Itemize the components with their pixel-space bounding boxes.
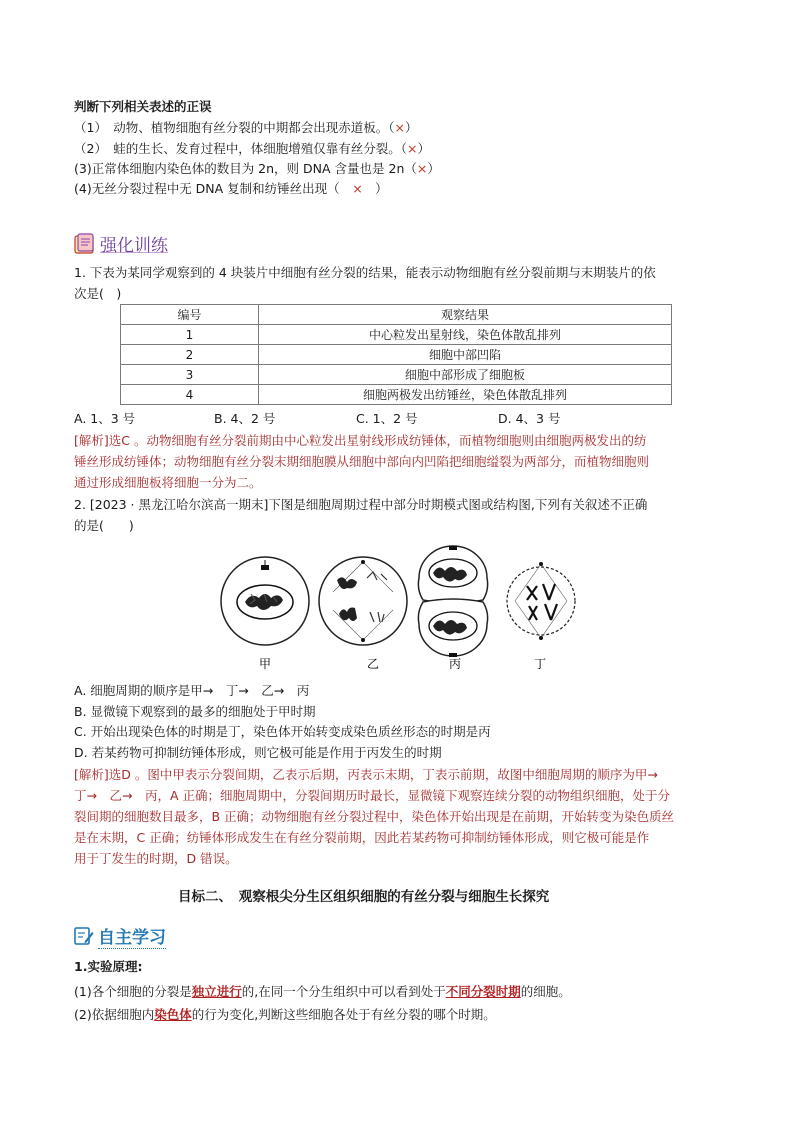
analysis-line: 裂间期的细胞数目最多，B 正确；动物细胞有丝分裂过程中，染色体开始出现是在前期，开始转变为染色质丝 [74,809,675,824]
analysis-line: 锤丝形成纺锤体；动物细胞有丝分裂末期细胞膜从细胞中部向内凹陷把细胞缢裂为两部分，而植物细胞则 [74,454,650,469]
principle-heading: 1.实验原理: [74,959,143,974]
goal2-heading: 目标二、 观察根尖分生区组织细胞的有丝分裂与细胞生长探究 [178,889,550,905]
q1-option-a: A. 1、3 号 [74,411,136,426]
judge-item-4: (4)无丝分裂过程中无 DNA 复制和纺锤丝出现（ × ） [74,181,388,196]
analysis-line: 是在末期，C 正确；纺锤体形成发生在有丝分裂前期，因此若某药物可抑制纺锤体形成，则它极可能是作 [74,830,650,845]
self-study-title: 自主学习 [98,923,166,949]
judge-item-text: (4)无丝分裂过程中无 DNA 复制和纺锤丝出现（ [74,181,353,196]
q1-option-d: D. 4、3 号 [498,411,561,426]
cell-jia [221,557,309,645]
analysis-line: 丁→ 乙→ 丙，A 正确；细胞周期中，分裂间期历时最长，显微镜下观察连续分裂的动物组织细胞，处于分 [74,788,670,803]
judge-item-text: （1） 动物、植物细胞有丝分裂的中期都会出现赤道板。（ [74,120,395,135]
table-cell: 细胞中部形成了细胞板 [259,365,672,385]
q1-option-c: C. 1、2 号 [356,411,418,426]
table-cell: 2 [121,345,259,365]
answer-blank: 独立进行 [191,984,242,999]
table-header-cell: 观察结果 [259,305,672,325]
cross-mark: × [406,141,418,156]
judge-item-1: （1） 动物、植物细胞有丝分裂的中期都会出现赤道板。（×） [74,120,418,135]
q1-option-b: B. 4、2 号 [214,411,276,426]
table-cell: 3 [121,365,259,385]
table-header-row [121,305,672,325]
q2-stem-line1: 2. [2023 · 黑龙江哈尔滨高一期末]下图是细胞周期过程中部分时期模式图或结构图,下列有关叙述不正确 [74,497,648,512]
cross-mark: × [416,161,428,176]
table-row [121,325,672,345]
cell-yi [319,557,407,645]
book-icon [74,233,96,255]
cross-mark: × [394,120,405,135]
judge-item-text: （2） 蛙的生长、发育过程中，体细胞增殖仅靠有丝分裂。（ [74,141,407,156]
cell-cycle-figure [215,540,585,675]
table-cell: 1 [121,325,259,345]
table-cell: 细胞两极发出纺锤丝，染色体散乱排列 [259,385,672,405]
cross-mark: × [352,181,363,196]
analysis-line: 用于丁发生的时期，D 错误。 [74,851,238,866]
pencil-note-icon [74,926,94,946]
answer-blank: 不同分裂时期 [445,984,521,999]
q2-option-c: C. 开始出现染色体的时期是丁，染色体开始转变成染色质丝形态的时期是丙 [74,724,491,739]
table-row [121,365,672,385]
answer-blank: 染色体 [154,1007,192,1022]
judge-item-text: (3)正常体细胞内染色体的数目为 2n，则 DNA 含量也是 2n（ [74,161,417,176]
analysis-line: [解析]选C 。动物细胞有丝分裂前期由中心粒发出星射线形成纺锤体，而植物细胞则由细胞两极发出的纺 [74,433,647,448]
q1-stem-line2: 次是( ) [74,286,122,301]
judge-item-3: (3)正常体细胞内染色体的数目为 2n，则 DNA 含量也是 2n（×） [74,161,440,176]
analysis-line: 通过形成细胞板将细胞一分为二。 [74,475,262,490]
q2-option-b: B. 显微镜下观察到的最多的细胞处于甲时期 [74,704,316,719]
q2-analysis [74,764,724,869]
figure-label-jia: 甲 [258,657,272,671]
principle-item-2: (2)依据细胞内染色体的行为变化,判断这些细胞各处于有丝分裂的哪个时期。 [74,1007,496,1022]
observation-table [120,304,672,405]
self-study-badge [74,923,166,949]
q2-option-a: A. 细胞周期的顺序是甲→ 丁→ 乙→ 丙 [74,683,310,698]
training-badge [74,231,168,256]
q1-stem-line1: 1. 下表为某同学观察到的 4 块装片中细胞有丝分裂的结果，能表示动物细胞有丝分裂前期与末期装片的依 [74,265,656,280]
cell-bing [418,546,487,657]
cell-ding [507,562,575,640]
judge-heading: 判断下列相关表述的正误 [74,99,212,114]
judge-item-2: （2） 蛙的生长、发育过程中，体细胞增殖仅靠有丝分裂。（×） [74,141,430,156]
training-title: 强化训练 [100,236,168,256]
table-row [121,385,672,405]
table-row [121,345,672,365]
q2-stem-line2: 的是( ) [74,518,134,533]
figure-label-yi: 乙 [366,657,380,671]
table-cell: 细胞中部凹陷 [259,345,672,365]
table-cell: 4 [121,385,259,405]
q1-analysis [74,430,724,493]
figure-label-ding: 丁 [533,657,547,671]
analysis-line: [解析]选D 。图中甲表示分裂间期，乙表示后期，丙表示末期，丁表示前期，故图中细胞周期的顺序为甲→ [74,767,658,782]
table-cell: 中心粒发出星射线，染色体散乱排列 [259,325,672,345]
principle-item-1: (1)各个细胞的分裂是独立进行的,在同一个分生组织中可以看到处于不同分裂时期的细胞。 [74,984,571,999]
table-header-cell: 编号 [121,305,259,325]
figure-label-bing: 丙 [448,657,462,671]
q2-option-d: D. 若某药物可抑制纺锤体形成，则它极可能是作用于丙发生的时期 [74,745,442,760]
